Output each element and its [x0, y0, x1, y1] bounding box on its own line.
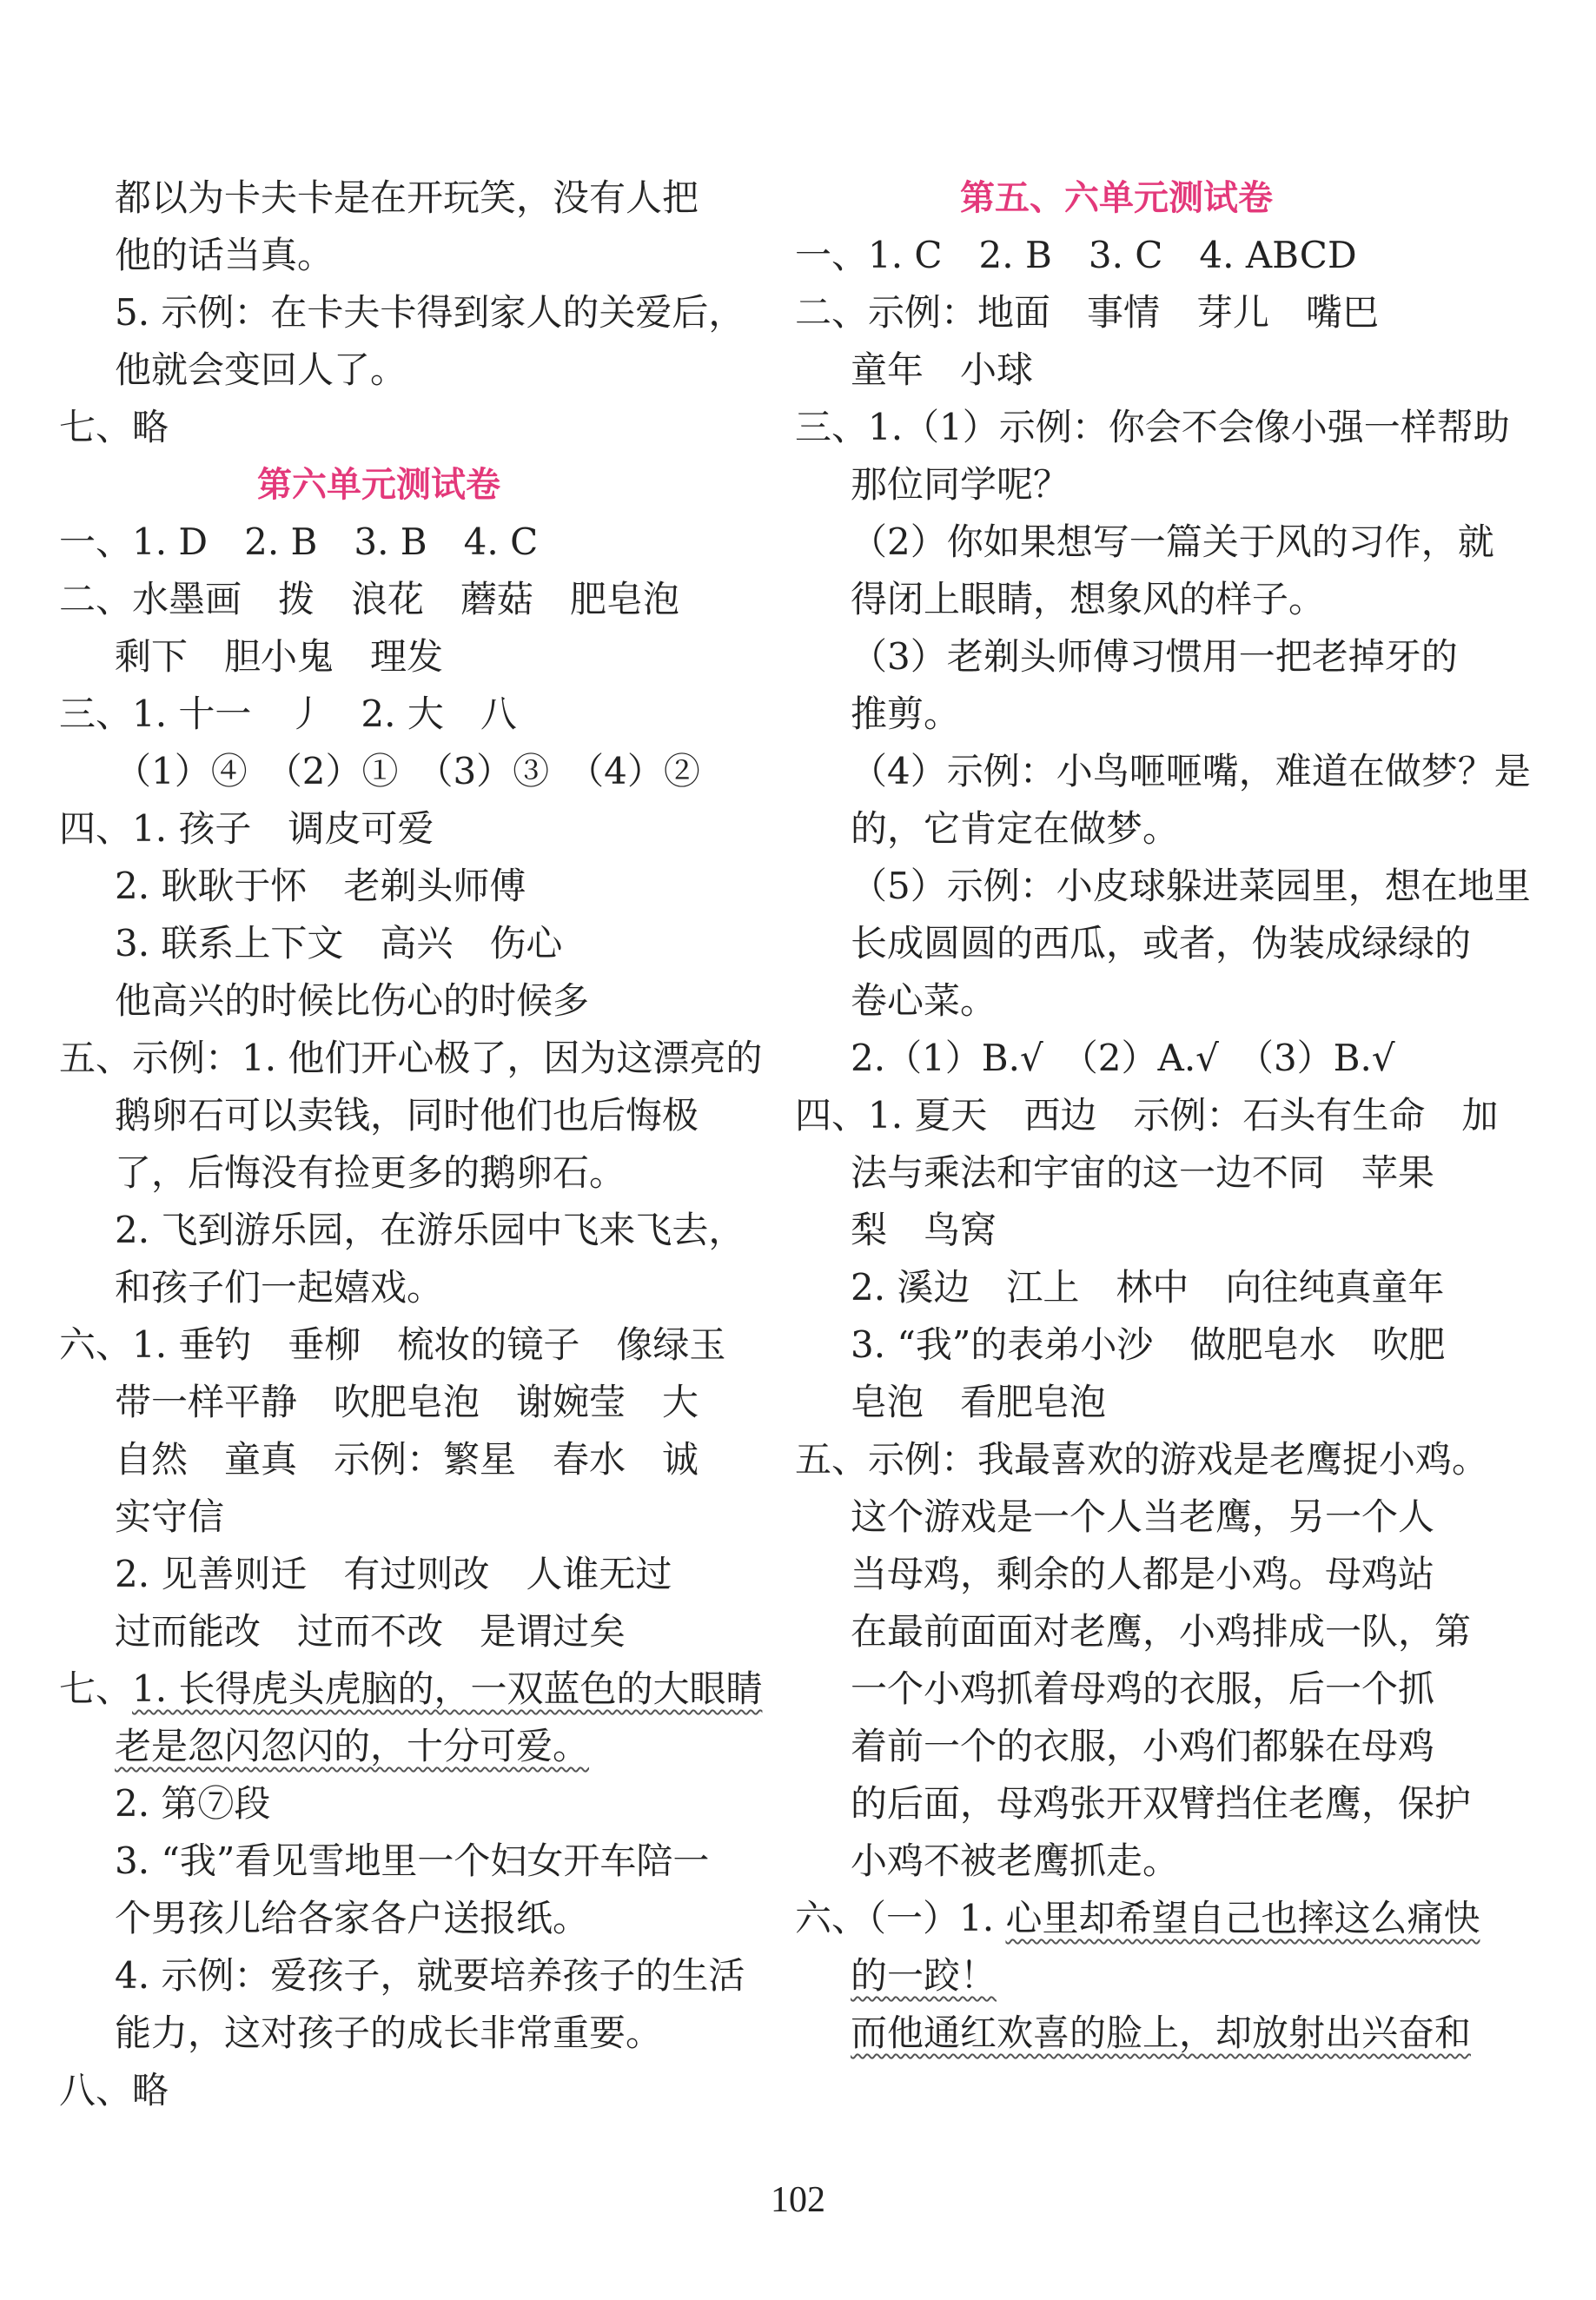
answer-text: 二、水墨画 拨 浪花 蘑菇 肥皂泡	[59, 578, 680, 620]
answer-line	[59, 1202, 754, 1259]
answer-text: 3. “我”看见雪地里一个妇女开车陪一	[115, 1839, 710, 1882]
answer-text: 卷心菜。	[851, 979, 997, 1022]
answer-line	[795, 858, 1531, 915]
answer-text: 长成圆圆的西瓜，或者，伪装成绿绿的	[851, 922, 1472, 964]
answer-line	[795, 1890, 1480, 1947]
answer-text: 3. 联系上下文 高兴 伤心	[115, 922, 563, 964]
answer-line	[59, 571, 754, 628]
section-title: 第五、六单元测试卷	[960, 178, 1273, 218]
answer-line	[795, 1718, 1473, 1775]
answer-line	[795, 1374, 1473, 1431]
answer-text: 他的话当真。	[115, 234, 334, 276]
answer-text: 四、1. 夏天 西边 示例：石头有生命 加	[795, 1094, 1499, 1137]
answer-line	[795, 2005, 1473, 2062]
answer-text: 过而能改 过而不改 是谓过矣	[115, 1610, 626, 1653]
answer-text: 当母鸡，剩余的人都是小鸡。母鸡站	[851, 1553, 1435, 1595]
answer-text: 小鸡不被老鹰抓走。	[851, 1839, 1180, 1882]
answer-line	[795, 514, 1494, 571]
answer-text: 童年 小球	[851, 348, 1034, 391]
answer-text: 推剪。	[851, 693, 961, 735]
wavy-underlined-text: 而他通红欢喜的脸上，却放射出兴奋和	[851, 2012, 1472, 2054]
answer-text: 这个游戏是一个人当老鹰，另一个人	[851, 1495, 1435, 1538]
answer-text: 2. 第⑦段	[115, 1782, 271, 1825]
answer-line	[795, 1030, 1473, 1087]
answer-line	[59, 743, 754, 800]
answer-text: 2. 见善则迁 有过则改 人谁无过	[115, 1553, 672, 1595]
answer-text: 得闭上眼睛，想象风的样子。	[851, 578, 1326, 620]
answer-line	[795, 1316, 1473, 1374]
answer-text: 4. 示例：爱孩子，就要培养孩子的生活	[115, 1954, 745, 1997]
answer-line	[59, 686, 754, 743]
answer-line	[59, 1087, 754, 1144]
answer-text: 剩下 胆小鬼 理发	[115, 635, 444, 678]
wavy-underlined-text: 的一跤！	[851, 1954, 997, 1997]
answer-line	[795, 915, 1473, 972]
answer-text: （4）示例：小鸟咂咂嘴，难道在做梦？是	[851, 750, 1531, 792]
right-answer-column	[795, 169, 1531, 2062]
answer-text: 2. 耿耿于怀 老剃头师傅	[115, 865, 526, 907]
answer-line	[59, 972, 754, 1030]
answer-line	[59, 2062, 754, 2119]
answer-text: 六、（一）1.	[795, 1897, 1006, 1939]
answer-line	[795, 1775, 1473, 1833]
answer-text: 六、1. 垂钓 垂柳 梳妆的镜子 像绿玉	[59, 1323, 726, 1366]
answer-line	[795, 399, 1510, 456]
wavy-underlined-text: 心里却希望自己也摔这么痛快	[1005, 1897, 1480, 1939]
answer-line	[795, 1259, 1473, 1316]
answer-text: 七、略	[59, 406, 169, 448]
answer-line	[795, 571, 1473, 628]
answer-text: 了，后悔没有捡更多的鹅卵石。	[115, 1151, 626, 1194]
answer-line	[795, 628, 1473, 686]
page-number: 102	[771, 2180, 825, 2220]
answer-line	[59, 915, 754, 972]
answer-text: 3. “我”的表弟小沙 做肥皂水 吹肥	[851, 1323, 1446, 1366]
answer-text: 八、略	[59, 2069, 169, 2111]
answer-line	[59, 800, 754, 858]
answer-text: （5）示例：小皮球躲进菜园里，想在地里	[851, 865, 1531, 907]
answer-line	[795, 1431, 1489, 1488]
answer-line	[795, 341, 1473, 399]
answer-text: （1）④ （2）① （3）③ （4）②	[115, 750, 700, 792]
answer-text: 的，它肯定在做梦。	[851, 807, 1180, 850]
answer-text: 带一样平静 吹肥皂泡 谢婉莹 大	[115, 1381, 699, 1423]
answer-line	[795, 800, 1473, 858]
answer-text: 着前一个的衣服，小鸡们都躲在母鸡	[851, 1725, 1435, 1767]
answer-text: （3）老剃头师傅习惯用一把老掉牙的	[851, 635, 1458, 678]
answer-line	[59, 1144, 754, 1202]
answer-line	[59, 284, 754, 341]
answer-text: 能力，这对孩子的成长非常重要。	[115, 2012, 663, 2054]
answer-text: 他高兴的时候比伤心的时候多	[115, 979, 590, 1022]
section-title: 第六单元测试卷	[257, 465, 500, 505]
answer-line	[59, 1374, 754, 1431]
answer-line	[795, 227, 1473, 284]
answer-line	[795, 1144, 1473, 1202]
answer-line	[795, 1087, 1499, 1144]
answer-line	[59, 1316, 754, 1374]
answer-text: 他就会变回人了。	[115, 348, 407, 391]
answer-text: 那位同学呢？	[851, 463, 1070, 506]
answer-text: 七、	[59, 1667, 133, 1710]
answer-line	[59, 1603, 754, 1660]
answer-text: 五、示例：我最喜欢的游戏是老鹰捉小鸡。	[795, 1438, 1489, 1481]
answer-text: （2）你如果想写一篇关于风的习作，就	[851, 520, 1494, 563]
answer-line	[795, 1202, 1473, 1259]
answer-line	[59, 1775, 754, 1833]
answer-text: 都以为卡夫卡是在开玩笑，没有人把	[115, 176, 699, 219]
answer-line	[795, 456, 1473, 514]
answer-line	[59, 628, 754, 686]
answer-line	[59, 858, 754, 915]
answer-text: 一、1. C 2. B 3. C 4. ABCD	[795, 234, 1357, 276]
answer-text: 5. 示例：在卡夫卡得到家人的关爱后，	[115, 291, 745, 334]
answer-text: 实守信	[115, 1495, 225, 1538]
left-answer-column	[59, 169, 763, 2119]
answer-line	[795, 1488, 1473, 1546]
answer-text: 四、1. 孩子 调皮可爱	[59, 807, 434, 850]
answer-line	[795, 1947, 1473, 2005]
answer-line	[795, 686, 1473, 743]
wavy-underlined-text: 老是忽闪忽闪的，十分可爱。	[115, 1725, 590, 1767]
answer-line	[59, 1890, 754, 1947]
answer-text: 梨 鸟窝	[851, 1209, 997, 1251]
answer-text: 2. 溪边 江上 林中 向往纯真童年	[851, 1266, 1445, 1309]
answer-line	[795, 1660, 1473, 1718]
answer-text: 2.（1）B.√ （2）A.√ （3）B.√	[851, 1037, 1395, 1079]
answer-line	[795, 743, 1531, 800]
answer-line	[59, 514, 754, 571]
answer-line	[59, 1431, 754, 1488]
answer-text: 五、示例：1. 他们开心极了，因为这漂亮的	[59, 1037, 763, 1079]
answer-line	[59, 169, 754, 227]
answer-line	[795, 1833, 1473, 1890]
answer-line	[59, 1030, 763, 1087]
wavy-underlined-text: 1. 长得虎头虎脑的，一双蓝色的大眼睛	[132, 1667, 763, 1710]
answer-text: 一、1. D 2. B 3. B 4. C	[59, 520, 539, 563]
answer-line	[59, 1488, 754, 1546]
answer-text: 的后面，母鸡张开双臂挡住老鹰，保护	[851, 1782, 1472, 1825]
answer-text: 和孩子们一起嬉戏。	[115, 1266, 444, 1309]
answer-line	[59, 1718, 754, 1775]
answer-text: 2. 飞到游乐园，在游乐园中飞来飞去，	[115, 1209, 745, 1251]
answer-line	[795, 284, 1473, 341]
answer-line	[795, 1546, 1473, 1603]
answer-text: 法与乘法和宇宙的这一边不同 苹果	[851, 1151, 1435, 1194]
answer-line	[795, 972, 1473, 1030]
answer-text: 三、1.（1）示例：你会不会像小强一样帮助	[795, 406, 1510, 448]
answer-text: 一个小鸡抓着母鸡的衣服，后一个抓	[851, 1667, 1435, 1710]
answer-text: 三、1. 十一 丿 2. 大 八	[59, 693, 517, 735]
answer-line	[59, 1259, 754, 1316]
answer-line	[59, 1833, 754, 1890]
answer-text: 二、示例：地面 事情 芽儿 嘴巴	[795, 291, 1380, 334]
answer-text: 皂泡 看肥皂泡	[851, 1381, 1107, 1423]
answer-text: 鹅卵石可以卖钱，同时他们也后悔极	[115, 1094, 699, 1137]
answer-text: 个男孩儿给各家各户送报纸。	[115, 1897, 590, 1939]
answer-text: 自然 童真 示例：繁星 春水 诚	[115, 1438, 699, 1481]
answer-text: 在最前面面对老鹰，小鸡排成一队，第	[851, 1610, 1472, 1653]
answer-line	[59, 1660, 763, 1718]
answer-line	[59, 227, 754, 284]
answer-line	[59, 1947, 754, 2005]
answer-line	[59, 399, 754, 456]
answer-line	[59, 2005, 754, 2062]
answer-line	[795, 1603, 1473, 1660]
answer-line	[59, 1546, 754, 1603]
answer-line	[59, 341, 754, 399]
